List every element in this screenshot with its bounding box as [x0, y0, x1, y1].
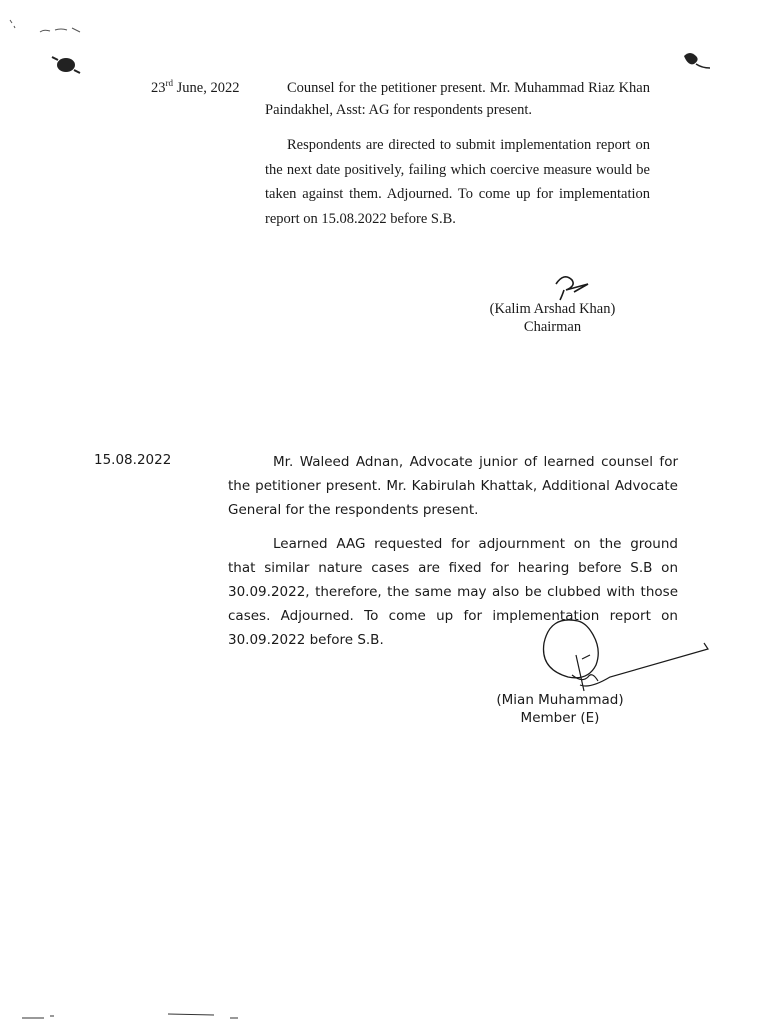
scan-smudge-top-right	[680, 48, 720, 78]
entry2-signatory	[480, 691, 640, 727]
entry1-signatory	[470, 300, 635, 336]
entry1-signatory-title: Chairman	[523, 319, 582, 335]
chairman-signature	[550, 270, 600, 302]
entry2-paragraph-1: Mr. Waleed Adnan, Advocate junior of learned counsel for the petitioner present. Mr. Kabirulah Khattak, Additional Advocate General for the respondents present.	[228, 454, 678, 518]
member-signature	[520, 615, 715, 700]
entry2-paragraph-2: Learned AAG requested for adjournment on the ground that similar nature cases are fixed for hearing before S.B on 30.09.2022, therefore, the same may also be clubbed with those cases. Adjourned. To come up for implementation report on 30.09.2022 before S.B.	[228, 536, 678, 648]
entry1-date: 23rd June, 2022	[151, 78, 240, 96]
entry2-signatory-name: (Mian Muhammad)	[496, 692, 624, 708]
entry2-date: 15.08.2022	[94, 452, 172, 468]
entry2-signatory-title: Member (E)	[520, 710, 600, 726]
entry1-signatory-name: (Kalim Arshad Khan)	[489, 301, 616, 317]
scan-smudge-top-left	[0, 0, 110, 90]
entry1-paragraph-2: Respondents are directed to submit implementation report on the next date positively, failing which coercive measure would be taken against them. Adjourned. To come up for implementation report on 15.08.2022 before S.B.	[265, 137, 650, 227]
entry1-paragraph-1: Counsel for the petitioner present. Mr. Muhammad Riaz Khan Paindakhel, Asst: AG for respondents present.	[265, 80, 650, 118]
scan-smudge-bottom	[20, 1010, 250, 1024]
